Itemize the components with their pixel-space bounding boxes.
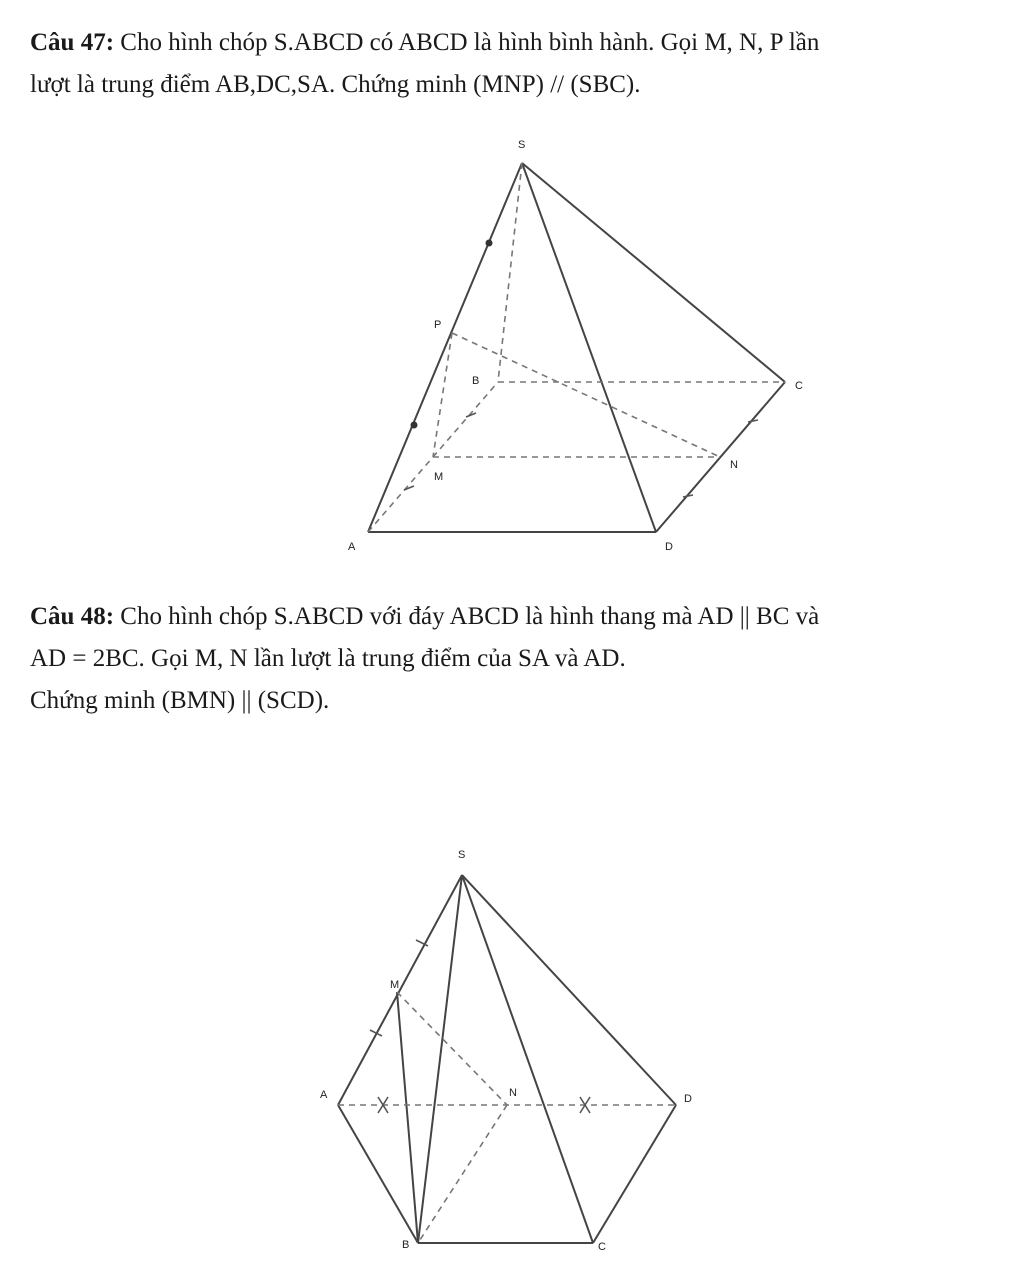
question-48-line1: Cho hình chóp S.ABCD với đáy ABCD là hình thang mà AD || BC và [120,603,820,630]
label-N: N [730,459,738,471]
label-P: P [434,319,442,331]
segment-PN [452,333,720,457]
figure-47-pyramid [0,130,1024,570]
label-A: A [348,541,356,553]
label-B: B [402,1239,410,1251]
label-D: D [665,541,673,553]
edge-SB [418,875,462,1243]
edge-SA [338,875,462,1105]
question-48-label: Câu 48: [30,603,115,630]
edge-AB [338,1105,418,1243]
question-47-label: Câu 47: [30,29,115,56]
edge-SA [368,163,522,532]
question-48-line2: AD = 2BC. Gọi M, N lần lượt là trung điểm của SA và AD. [30,645,626,672]
label-C: C [598,1241,606,1253]
label-C: C [795,380,803,392]
question-47 [30,22,1000,106]
segment-MB [397,992,418,1243]
mark-SA-lower [411,422,418,429]
label-A: A [320,1089,328,1101]
label-N: N [509,1087,517,1099]
figure-48-pyramid [0,840,1024,1260]
edge-CD [593,1105,676,1243]
question-47-line2: lượt là trung điểm AB,DC,SA. Chứng minh (MNP) // (SBC). [30,71,641,98]
question-48 [30,596,1000,722]
question-48-line3: Chứng minh (BMN) || (SCD). [30,687,330,714]
tick-NC [748,420,758,422]
segment-MN [397,992,507,1105]
mark-SA-upper [486,240,493,247]
label-M: M [434,471,444,483]
label-S: S [518,139,526,151]
tick-DN [683,495,693,497]
label-S: S [458,849,466,861]
label-D: D [684,1093,692,1105]
question-47-line1: Cho hình chóp S.ABCD có ABCD là hình bình hành. Gọi M, N, P lần [120,29,820,56]
edge-SB-hidden [498,163,522,382]
label-M: M [390,979,400,991]
label-B: B [472,375,480,387]
edge-SD [462,875,676,1105]
edge-SC [462,875,593,1243]
